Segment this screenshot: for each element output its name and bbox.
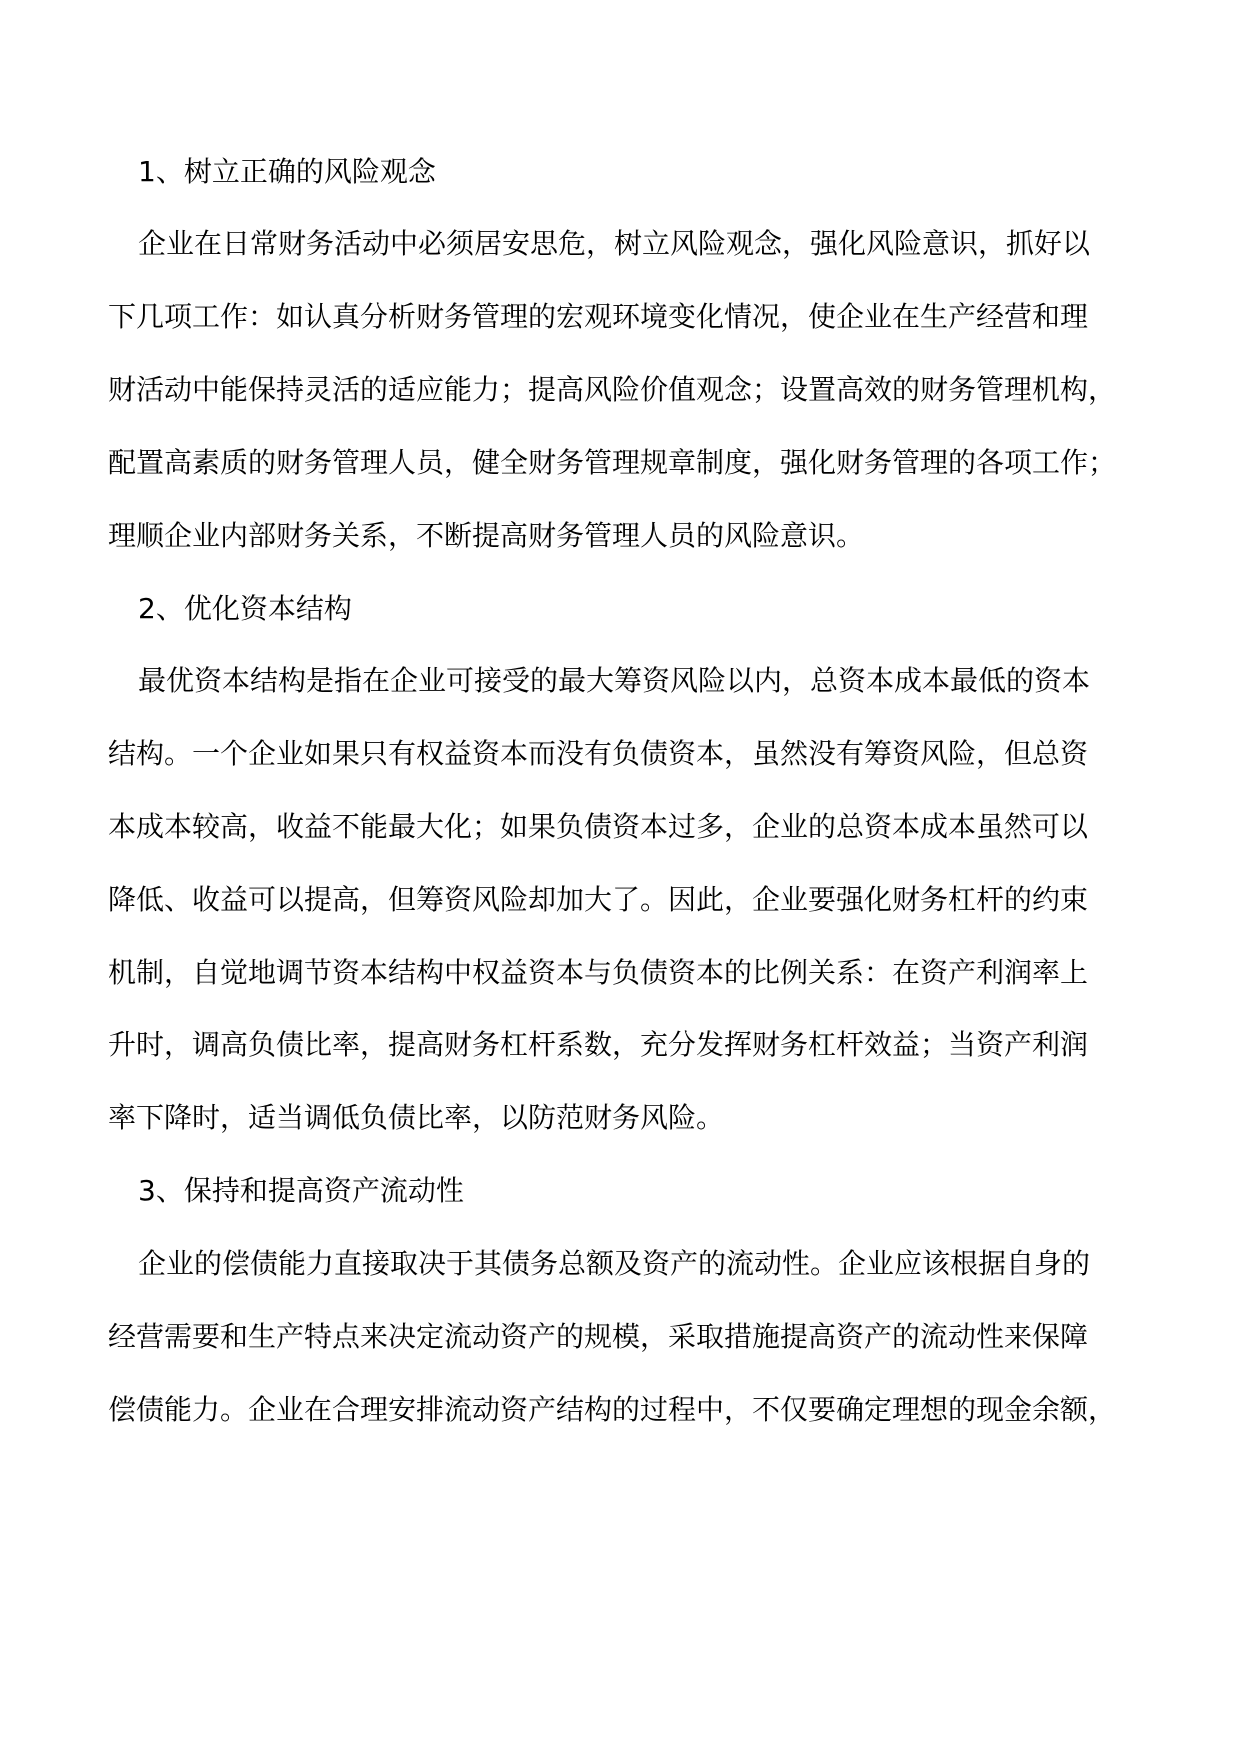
paragraph-line: 机制，自觉地调节资本结构中权益资本与负债资本的比例关系：在资产利润率上 [108,956,1089,989]
paragraph-line: 理顺企业内部财务关系，不断提高财务管理人员的风险意识。 [108,519,865,552]
paragraph-line: 本成本较高，收益不能最大化；如果负债资本过多，企业的总资本成本虽然可以 [108,810,1089,843]
paragraph-line: 率下降时，适当调低负债比率，以防范财务风险。 [108,1101,725,1134]
paragraph-line: 企业的偿债能力直接取决于其债务总额及资产的流动性。企业应该根据自身的 [138,1247,1091,1280]
section-heading-1: 1、树立正确的风险观念 [138,155,436,188]
paragraph-line: 企业在日常财务活动中必须居安思危，树立风险观念，强化风险意识，抓好以 [138,227,1091,260]
paragraph-line: 结构。一个企业如果只有权益资本而没有负债资本，虽然没有筹资风险，但总资 [108,737,1089,770]
paragraph-line: 下几项工作：如认真分析财务管理的宏观环境变化情况，使企业在生产经营和理 [108,300,1089,333]
paragraph-line: 最优资本结构是指在企业可接受的最大筹资风险以内，总资本成本最低的资本 [138,664,1091,697]
paragraph-line: 升时，调高负债比率，提高财务杠杆系数，充分发挥财务杠杆效益；当资产利润 [108,1028,1089,1061]
paragraph-line: 配置高素质的财务管理人员，健全财务管理规章制度，强化财务管理的各项工作； [108,446,1117,479]
section-heading-3: 3、保持和提高资产流动性 [138,1174,464,1207]
paragraph-line: 经营需要和生产特点来决定流动资产的规模，采取措施提高资产的流动性来保障 [108,1320,1089,1353]
paragraph-line: 降低、收益可以提高，但筹资风险却加大了。因此，企业要强化财务杠杆的约束 [108,883,1089,916]
paragraph-line: 偿债能力。企业在合理安排流动资产结构的过程中，不仅要确定理想的现金余额， [108,1393,1117,1426]
paragraph-line: 财活动中能保持灵活的适应能力；提高风险价值观念；设置高效的财务管理机构， [108,373,1117,406]
section-heading-2: 2、优化资本结构 [138,592,352,625]
